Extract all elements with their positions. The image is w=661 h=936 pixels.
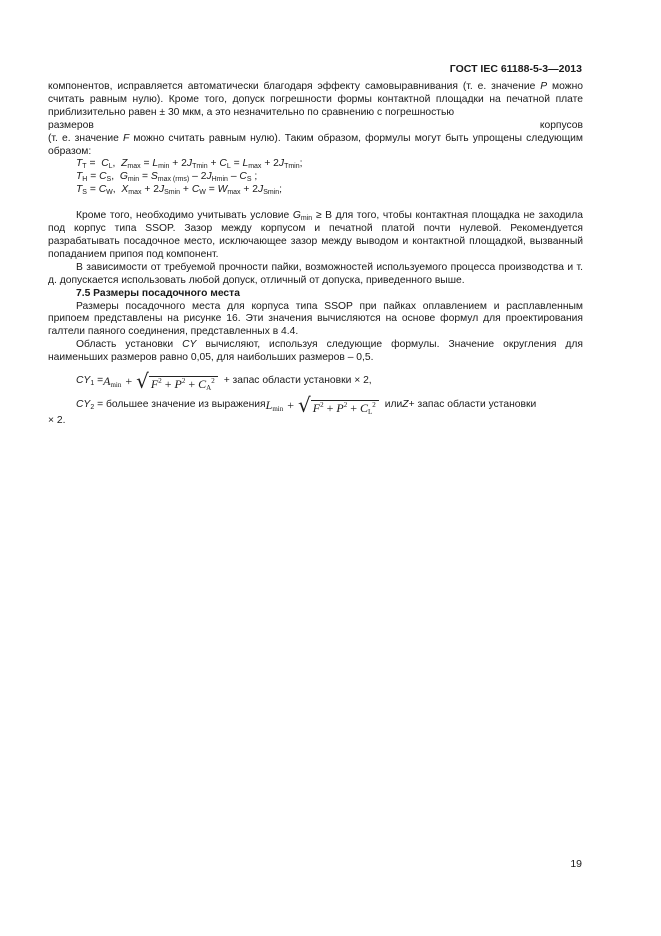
page-number: 19 <box>570 858 582 870</box>
paragraph-1-end <box>48 133 583 159</box>
formula-cy2-continuation: × 2. <box>48 415 66 427</box>
cy2-term: $L_{min}$ <box>265 397 284 413</box>
var-f: F <box>122 132 130 144</box>
cy1-term: $A_{min}$ <box>103 373 122 389</box>
sqrt-cy1: √ $F^2 + P^2 + C_A^2$ <box>136 371 218 391</box>
paragraph-1-split-line <box>48 120 583 133</box>
text-run: корпусов <box>539 119 583 131</box>
text-run: размеров <box>48 119 94 131</box>
standard-header: ГОСТ IEC 61188-5-3—2013 <box>449 63 582 75</box>
spacer <box>48 197 583 210</box>
section-heading: 7.5 Размеры посадочного места <box>76 287 240 299</box>
formula-tt: $T_T = C_L$, $Z_{max} = L_{min} + 2J_{Tmin} + C_L = L_{max} + 2J_{Tmin}$; <box>76 158 303 171</box>
text-run: можно считать равным нулю). Кроме того, допуск погрешности формы контактной площадки на печатной плате приблизительно равен ± 30 мкм, а это незначительно по сравнению с погрешностью <box>48 81 583 118</box>
paragraph-4: Размеры посадочного места для корпуса типа SSOP при пайках оплавлением и расплавленным припоем представлены на рисунке 16. Эти значения вычисляются на основе формул для проектирования галтели паяного соединения, представленных в 4.4. <box>48 300 583 338</box>
text-run: можно считать равным нулю). Таким образом, формулы могут быть упрощены следующим образом: <box>48 132 583 157</box>
paragraph-1 <box>48 81 583 120</box>
var-p: P <box>540 81 548 92</box>
paragraph-2: Кроме того, необходимо учитывать условие $G_{min} \ge B$ для того, чтобы контактная площадка не заходила под корпус типа SSOP. Зазор между корпусом и печатной платой почти нулевой. Рекомендуется разрабатывать посадочное место, исключающее зазор между выводом и контактной площадкой, вызванный попаданием припоя под компонент. <box>48 210 583 260</box>
formula-cy1: $CY_1$ = $A_{min}$ + √ $F^2 + P^2 + C_A^2$ + запас области установки × 2, <box>76 369 372 394</box>
text-run: (т. е. значение <box>48 132 123 144</box>
formula-cy2: $CY_2$ = большее значение из выражения $L_{min}$ + √ $F^2 + P^2 + C_L^2$ или Z + запас области установки <box>76 393 537 418</box>
formula-th: $T_H = C_S$, $G_{min} = S_{max (rms)} - 2J_{Hmin} - C_S$ ; <box>76 171 258 184</box>
paragraph-3: В зависимости от требуемой прочности пайки, возможностей используемого процесса производства и т. д. допускается использовать любой допуск, отличный от допуска, приведенного выше. <box>48 261 583 286</box>
paragraph-5: Область установки CY вычисляют, используя следующие формулы. Значение округления для наименьших размеров равно 0,05, для наибольших размеров – 0,5. <box>48 339 583 364</box>
text-run: компонентов, исправляется автоматически благодаря эффекту самовыравнивания (т. е. значение <box>48 81 541 92</box>
sqrt-cy2: √ $F^2 + P^2 + C_L^2$ <box>298 395 379 415</box>
formula-ts: $T_S = C_W$, $X_{max} + 2J_{Smin} + C_W = W_{max} + 2J_{Smin}$; <box>76 184 283 197</box>
document-body <box>48 81 583 428</box>
